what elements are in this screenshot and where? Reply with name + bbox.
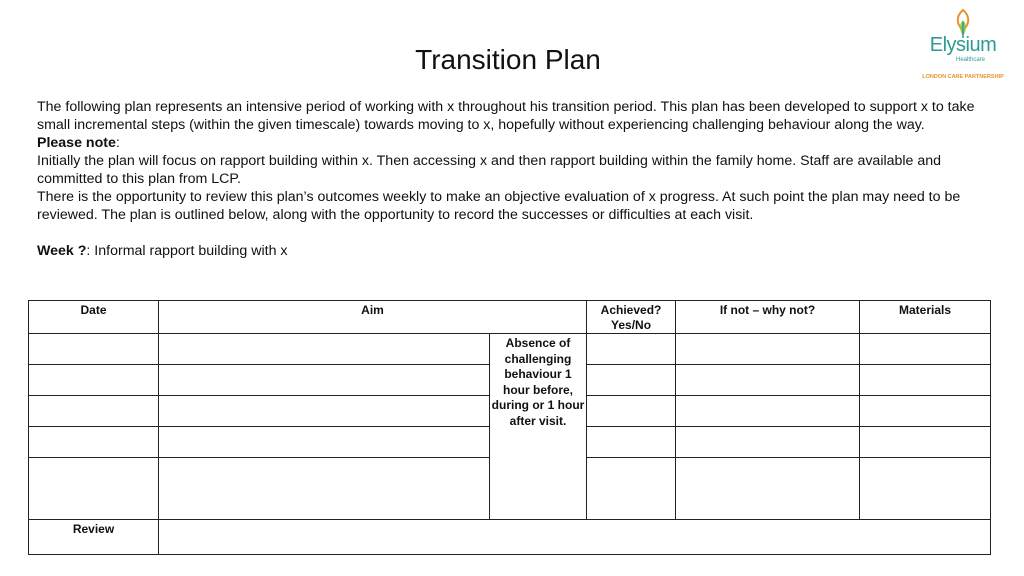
intro-text bbox=[37, 98, 982, 260]
achieved-cell[interactable] bbox=[587, 458, 676, 520]
materials-header: Materials bbox=[860, 301, 991, 334]
date-header: Date bbox=[29, 301, 159, 334]
table-row bbox=[29, 334, 991, 365]
achieved-header: Achieved? Yes/No bbox=[587, 301, 676, 334]
materials-cell[interactable] bbox=[860, 458, 991, 520]
logo-partnership: LONDON CARE PARTNERSHIP bbox=[922, 74, 1004, 80]
materials-cell[interactable] bbox=[860, 427, 991, 458]
aim-cell[interactable] bbox=[159, 334, 490, 365]
if-not-cell[interactable] bbox=[676, 458, 860, 520]
date-cell[interactable] bbox=[29, 365, 159, 396]
aim-cell[interactable] bbox=[159, 396, 490, 427]
aim-header: Aim bbox=[159, 301, 587, 334]
if-not-cell[interactable] bbox=[676, 396, 860, 427]
aim-note-cell: Absence of challenging behaviour 1 hour before, during or 1 hour after visit. bbox=[490, 334, 587, 520]
materials-cell[interactable] bbox=[860, 334, 991, 365]
page-title: Transition Plan bbox=[415, 44, 601, 75]
achieved-cell[interactable] bbox=[587, 365, 676, 396]
spacer bbox=[37, 224, 982, 242]
date-cell[interactable] bbox=[29, 396, 159, 427]
achieved-cell[interactable] bbox=[587, 427, 676, 458]
materials-cell[interactable] bbox=[860, 365, 991, 396]
aim-cell[interactable] bbox=[159, 365, 490, 396]
materials-cell[interactable] bbox=[860, 396, 991, 427]
date-cell[interactable] bbox=[29, 458, 159, 520]
if-not-cell[interactable] bbox=[676, 365, 860, 396]
achieved-cell[interactable] bbox=[587, 334, 676, 365]
if-not-header: If not – why not? bbox=[676, 301, 860, 334]
logo-name: Elysium bbox=[929, 34, 997, 56]
week-text: : Informal rapport building with x bbox=[86, 243, 288, 259]
week-label: Week ? bbox=[37, 243, 87, 259]
aim-cell[interactable] bbox=[159, 458, 490, 520]
week-line bbox=[37, 242, 982, 260]
review-paragraph: There is the opportunity to review this plan’s outcomes weekly to make an objective evaluation of x progress. At such point the plan may need to be reviewed. The plan is outlined below, along with the opportunity to record the successes or difficulties at each visit. bbox=[37, 189, 961, 223]
transition-plan-table bbox=[28, 300, 991, 555]
please-note-line bbox=[37, 134, 982, 152]
focus-paragraph: Initially the plan will focus on rapport building within x. Then accessing x and then rapport building within the family home. Staff are available and committed to this plan from LCP. bbox=[37, 153, 942, 187]
aim-cell[interactable] bbox=[159, 427, 490, 458]
if-not-cell[interactable] bbox=[676, 427, 860, 458]
please-note-colon: : bbox=[115, 135, 120, 151]
please-note-label: Please note bbox=[37, 135, 116, 151]
review-cell[interactable] bbox=[159, 520, 991, 555]
date-cell[interactable] bbox=[29, 334, 159, 365]
achieved-cell[interactable] bbox=[587, 396, 676, 427]
date-cell[interactable] bbox=[29, 427, 159, 458]
review-label: Review bbox=[29, 520, 159, 555]
logo-subtitle: Healthcare bbox=[956, 57, 986, 63]
intro-paragraph: The following plan represents an intensive period of working with x throughout his transition period. This plan has been developed to support x to take small incremental steps (within the given timescale) towards moving to x, hopefully without experiencing challenging behaviour along the way. bbox=[37, 99, 975, 133]
if-not-cell[interactable] bbox=[676, 334, 860, 365]
review-row bbox=[29, 520, 991, 555]
table-header-row bbox=[29, 301, 991, 334]
